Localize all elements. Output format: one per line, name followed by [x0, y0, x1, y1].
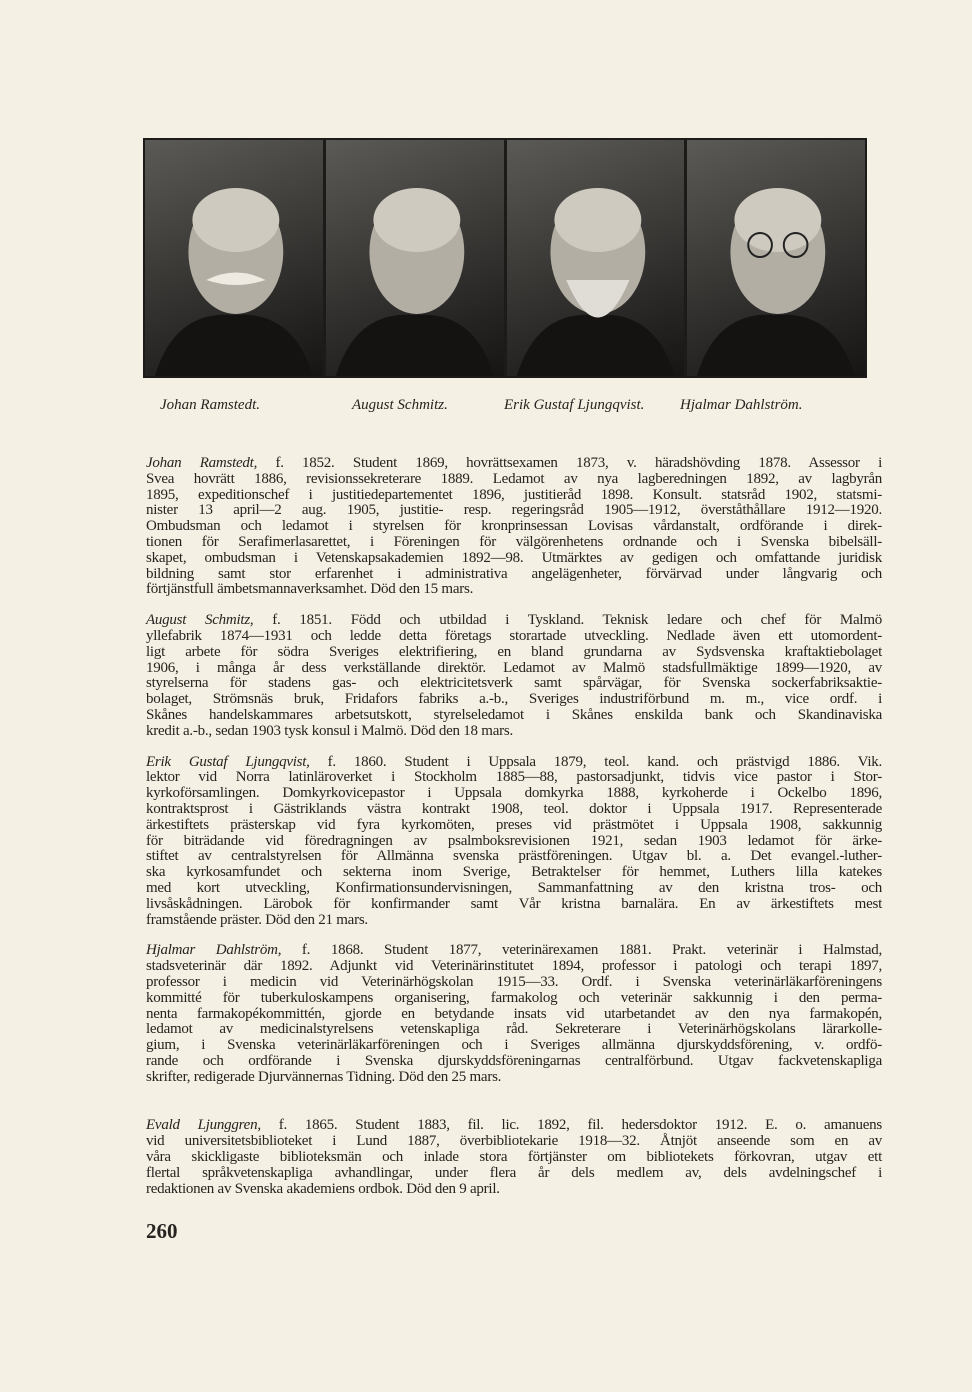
text-line [146, 991, 882, 1007]
line-text: gium, i Svenska veterinärläkarföreningen och i Sveriges allmänna djurskyddsförening, v. ordfö- [146, 1037, 882, 1054]
line-text: med kort utveckling, Konfirmationsundervisningen, Sammanfattning av den kristna tros- och [146, 879, 882, 896]
text-line [146, 818, 882, 834]
text-line [146, 582, 882, 598]
line-text: vid universitetsbiblioteket i Lund 1887, överbibliotekarie 1918—32. Åtnjöt anseende som en av [146, 1133, 882, 1150]
portrait-photo [145, 140, 323, 376]
person-name: Evald Ljunggren, [146, 1117, 261, 1134]
line-text: skrifter, redigerade Djurvännernas Tidning. Död den 25 mars. [146, 1068, 502, 1085]
line-text: kyrkoförsamlingen. Domkyrkovicepastor i Uppsala domkyrka 1888, kyrkoherde i Ockelbo 1896, [146, 785, 882, 802]
text-line [146, 551, 882, 567]
text-line [146, 913, 882, 929]
text-line [146, 503, 882, 519]
line-text: ärkestiftets prästerskap vid fyra kyrkomöten, preses vid prästmötet i Uppsala 1908, sakkunnig [146, 816, 882, 833]
obituary-entries [146, 456, 882, 1197]
text-line [146, 1182, 882, 1198]
obituary-entry [146, 943, 882, 1085]
text-line [146, 865, 882, 881]
text-line [146, 1054, 882, 1070]
text-line [146, 802, 882, 818]
text-line [146, 1166, 882, 1182]
text-line [146, 943, 882, 959]
line-text: Svea hovrätt 1886, revisionssekreterare 1889. Ledamot av nya lagberedningen 1892, av lagbyrån [146, 470, 882, 487]
line-text: stadsveterinär där 1892. Adjunkt vid Veterinärinstitutet 1894, professor i patologi och terapi 1897, [146, 958, 882, 975]
text-line [146, 959, 882, 975]
text-line [146, 1150, 882, 1166]
line-text: för biträdande vid föredragningen av psalmboksrevisionen 1921, sedan 1903 ledamot för ärke- [146, 832, 882, 849]
line-text: 1895, expeditionschef i justitiedepartementet 1896, justitieråd 1898. Konsult. statsråd 1902, statsmi- [146, 486, 882, 503]
text-line [146, 1070, 882, 1086]
text-line [146, 456, 882, 472]
text-line [146, 849, 882, 865]
portrait-caption: Hjalmar Dahlström. [680, 397, 803, 413]
page-body [146, 456, 882, 1244]
text-line [146, 708, 882, 724]
line-text: redaktionen av Svenska akademiens ordbok. Död den 9 april. [146, 1180, 500, 1197]
line-text: kredit a.-b., sedan 1903 tysk konsul i Malmö. Död den 18 mars. [146, 722, 513, 739]
person-name: August Schmitz, [146, 612, 254, 629]
obituary-entry [146, 1118, 882, 1197]
text-line [146, 472, 882, 488]
portrait-photo [687, 140, 865, 376]
obituary-entry [146, 613, 882, 739]
text-line [146, 1022, 882, 1038]
obituary-entry [146, 456, 882, 598]
line-text: nenta farmakopékommittén, gjorde en betydande insats vid utarbetandet av den nya farmakopén, [146, 1005, 882, 1022]
line-text: f. 1851. Född och utbildad i Tyskland. Teknisk ledare och chef för Malmö [272, 612, 882, 629]
line-text: förtjänstfull ämbetsmannaverksamhet. Död den 15 mars. [146, 581, 474, 598]
text-line [146, 724, 882, 740]
portrait-captions [160, 397, 880, 417]
line-text: Ombudsman och ledamot i styrelsen för kronprinsessan Lovisas vårdanstalt, ordförande i direk- [146, 518, 882, 535]
text-line [146, 881, 882, 897]
line-text: livsåskådningen. Lärobok för konfirmander samt Vår kristna barnalära. En av ärkestiftets mest [146, 895, 882, 912]
text-line [146, 613, 882, 629]
obituary-entry [146, 755, 882, 929]
line-text: skapet, ombudsman i Vetenskapsakademien 1892—98. Utmärktes av gedigen och omfattande juridisk [146, 549, 882, 566]
text-line [146, 535, 882, 551]
line-text: bolaget, Strömsnäs bruk, Fridafors fabriks a.-b., Sveriges industriförbund m. m., vice ordf. i [146, 691, 882, 708]
line-text: f. 1865. Student 1883, fil. lic. 1892, fil. hedersdoktor 1912. E. o. amanuens [278, 1117, 883, 1134]
line-text: f. 1852. Student 1869, hovrättsexamen 1873, v. häradshövding 1878. Assessor i [275, 455, 883, 471]
line-text: nister 13 april—2 aug. 1905, justitie- resp. regeringsråd 1905—1912, överståthållare 1912—1920. [146, 502, 882, 519]
line-text: kontraktsprost i Gästriklands västra kontrakt 1908, teol. doktor i Uppsala 1917. Representerade [146, 800, 882, 817]
line-text: professor i medicin vid Veterinärhögskolan 1915—33. Ordf. i Svenska veterinärläkarföreningens [146, 973, 882, 990]
person-name: Erik Gustaf Ljungqvist, [146, 753, 310, 770]
line-text: ska kyrkosamfundet och sekterna inom Sverige, Betraktelser för hemmet, Luthers lilla katekes [146, 864, 882, 881]
line-text: flertal språkvetenskapliga avhandlingar, under flera år dels medlem av, dels avdelningschef i [146, 1164, 882, 1181]
text-line [146, 1038, 882, 1054]
text-line [146, 629, 882, 645]
text-line [146, 786, 882, 802]
line-text: yllefabrik 1874—1931 och ledde detta företags storartade utveckling. Nedlade även ett utomordent- [146, 627, 882, 644]
text-line [146, 897, 882, 913]
line-text: 1906, i många år dess verkställande direktör. Ledamot av Malmö stadsfullmäktige 1899—1920, av [146, 659, 882, 676]
text-line [146, 692, 882, 708]
person-name: Johan Ramstedt, [146, 455, 258, 471]
text-line [146, 645, 882, 661]
line-text: f. 1868. Student 1877, veterinärexamen 1881. Prakt. veterinär i Halmstad, [301, 942, 883, 959]
line-text: f. 1860. Student i Uppsala 1879, teol. kand. och prästvigd 1886. Vik. [327, 753, 882, 770]
line-text: styrelserna för stadens gas- och elektricitetsverk samt spårvägar, för Svenska sockerfabriksaktie- [146, 675, 882, 692]
text-line [146, 755, 882, 771]
text-line [146, 676, 882, 692]
portrait-caption: August Schmitz. [352, 397, 448, 413]
portrait-caption: Erik Gustaf Ljungqvist. [504, 397, 645, 413]
line-text: bildning samt stor erfarenhet i administrativa angelägenheter, förvärvad under långvarig och [146, 565, 882, 582]
text-line [146, 488, 882, 504]
text-line [146, 661, 882, 677]
page-number: 260 [146, 1219, 178, 1244]
line-text: våra skickligaste biblioteksmän och inlade stora förtjänster om bibliotekets förkovran, utgav ett [146, 1149, 882, 1166]
text-line [146, 770, 882, 786]
line-text: Skånes handelskammares arbetsutskott, styrelseledamot i Skånes enskilda bank och Skandinaviska [146, 706, 882, 723]
portrait-strip [143, 138, 867, 378]
text-line [146, 1134, 882, 1150]
line-text: tionen för Serafimerlasarettet, i Föreningen för välgörenhetens ordnande och i Svenska bibelsäll- [146, 533, 882, 550]
line-text: kommitté för tuberkuloskampens organisering, farmakolog och veterinär sakkunnig i den perma- [146, 989, 882, 1006]
person-name: Hjalmar Dahlström, [146, 942, 282, 959]
line-text: framstående präster. Död den 21 mars. [146, 911, 368, 928]
portrait-photo [326, 140, 504, 376]
text-line [146, 519, 882, 535]
text-line [146, 567, 882, 583]
line-text: ledamot av medicinalstyrelsens vetenskapliga råd. Sekreterare i Veterinärhögskolans lärarkolle- [146, 1021, 882, 1038]
portrait-photo [507, 140, 685, 376]
line-text: stiftet av centralstyrelsen för Allmänna svenska prästföreningen. Utgav bl. a. Det evangel.-luther- [146, 848, 882, 865]
text-line [146, 1118, 882, 1134]
text-line [146, 834, 882, 850]
text-line [146, 975, 882, 991]
line-text: ligt arbete för södra Sveriges elektrifiering, en bland grundarna av Sydsvenska kraftaktiebolaget [146, 643, 882, 660]
text-line [146, 1007, 882, 1023]
portrait-caption: Johan Ramstedt. [160, 397, 260, 413]
line-text: rande och ordförande i Svenska djurskyddsföreningarnas centralförbund. Utgav fackvetenskapliga [146, 1052, 882, 1069]
line-text: lektor vid Norra latinläroverket i Stockholm 1885—88, pastorsadjunkt, tidvis vice pastor i Stor- [146, 769, 882, 786]
